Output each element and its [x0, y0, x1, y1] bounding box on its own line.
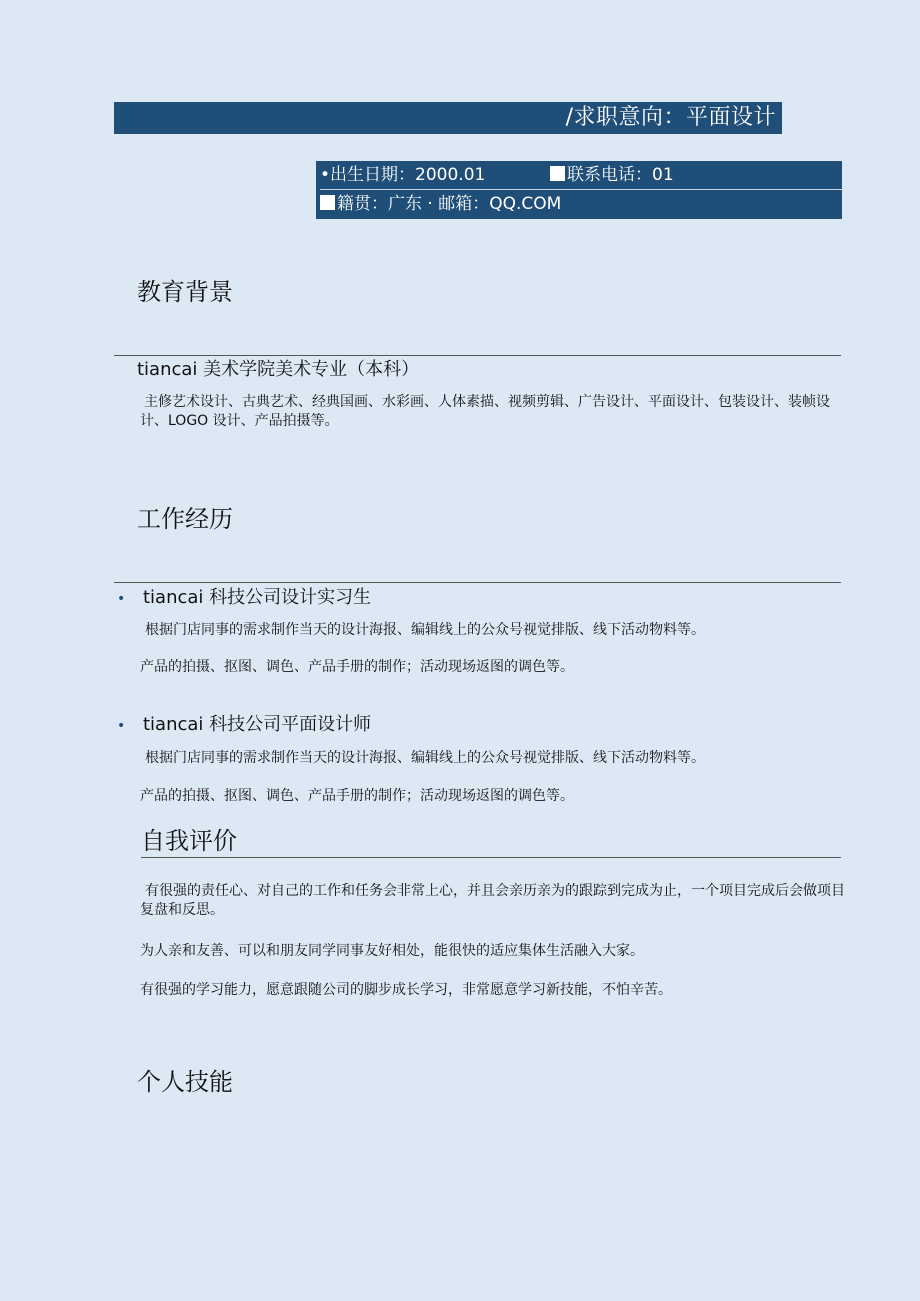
job-1-line-1: 根据门店同事的需求制作当天的设计海报、编辑线上的公众号视觉排版、线下活动物料等。	[145, 622, 705, 638]
phone-field	[550, 161, 674, 190]
self-evaluation-p3: 有很强的学习能力，愿意跟随公司的脚步成长学习，非常愿意学习新技能，不怕辛苦。	[140, 982, 672, 998]
square-bullet-icon	[320, 195, 335, 210]
education-divider	[114, 355, 841, 356]
info-row-2	[320, 189, 842, 218]
personal-info-box	[316, 161, 842, 219]
self-evaluation-heading: 自我评价	[141, 827, 237, 855]
job-objective-banner: /求职意向：平面设计	[114, 102, 782, 134]
self-evaluation-p2: 为人亲和友善、可以和朋友同学同事友好相处，能很快的适应集体生活融入大家。	[140, 943, 644, 959]
job-2-title: tiancai 科技公司平面设计师	[143, 714, 372, 735]
education-heading: 教育背景	[137, 278, 233, 306]
job-1-title: tiancai 科技公司设计实习生	[143, 587, 372, 608]
info-row-1	[320, 161, 842, 189]
job-2-bullet: •	[117, 718, 126, 734]
education-courses: 主修艺术设计、古典艺术、经典国画、水彩画、人体素描、视频剪辑、广告设计、平面设计、包装设计、装帧设计、LOGO 设计、产品拍摄等。	[140, 394, 830, 429]
work-heading: 工作经历	[137, 505, 233, 533]
work-divider	[114, 582, 841, 583]
self-evaluation-p1: 有很强的责任心、对自己的工作和任务会非常上心，并且会亲历亲为的跟踪到完成为止，一个项目完成后会做项目复盘和反思。	[140, 883, 845, 918]
square-bullet-icon	[550, 166, 565, 181]
job-2-line-1: 根据门店同事的需求制作当天的设计海报、编辑线上的公众号视觉排版、线下活动物料等。	[145, 750, 705, 766]
job-2-line-2: 产品的拍摄、抠图、调色、产品手册的制作；活动现场返图的调色等。	[140, 788, 574, 804]
skills-heading: 个人技能	[137, 1068, 233, 1096]
job-1-bullet: •	[117, 591, 126, 607]
self-evaluation-divider	[141, 857, 841, 858]
job-1-line-2: 产品的拍摄、抠图、调色、产品手册的制作；活动现场返图的调色等。	[140, 659, 574, 675]
phone-text: 联系电话：01	[567, 165, 674, 185]
hometown-email: 籍贯：广东 · 邮箱：QQ.COM	[337, 194, 562, 214]
birth-date: •出生日期：2000.01	[320, 165, 486, 185]
education-school: tiancai 美术学院美术专业（本科）	[137, 359, 420, 380]
